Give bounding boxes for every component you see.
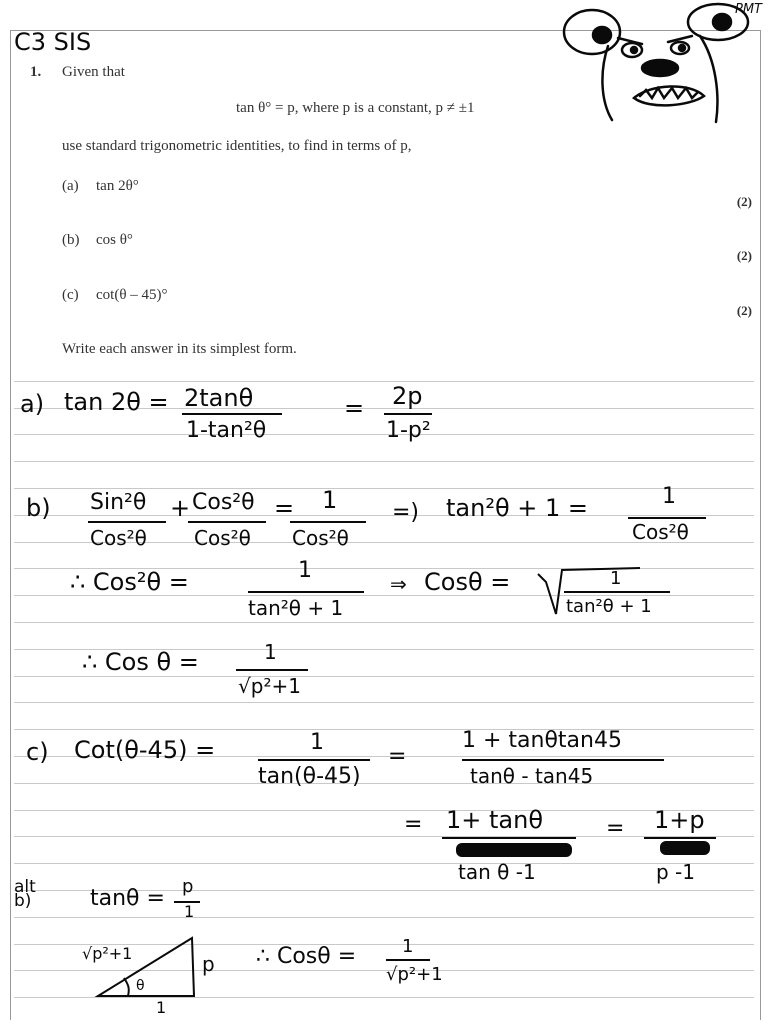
answer-alt-d1: 1: [184, 902, 195, 921]
handwritten-title: C3 SIS: [14, 28, 92, 56]
answer-b-label: b): [26, 494, 51, 522]
answer-b-line2-lhs: ∴ Cos²θ =: [70, 568, 189, 596]
answer-b-d4: Cos²θ: [632, 520, 689, 544]
answer-c-d4: p -1: [656, 860, 695, 884]
question-number: 1.: [30, 64, 42, 80]
answer-c-eq3: =: [606, 816, 625, 841]
part-b-label: (b): [62, 232, 80, 248]
answer-a-lhs: tan 2θ =: [64, 388, 169, 416]
answer-b-n2: Cos²θ: [192, 490, 255, 515]
answer-c-eq2: =: [404, 812, 423, 837]
answer-c-n4: 1+p: [654, 806, 705, 834]
part-c-expr: cot(θ – 45)°: [96, 287, 168, 303]
answer-c-d1: tan(θ-45): [258, 764, 361, 789]
answer-b-n3: 1: [322, 486, 338, 514]
answer-b-d3: Cos²θ: [292, 526, 349, 550]
triangle-opposite-label: p: [202, 952, 215, 976]
answer-a-num1: 2tanθ: [184, 384, 254, 412]
crossed-out-text: [660, 841, 710, 855]
answer-b-eq1: =: [274, 494, 295, 522]
answer-b-n5: 1: [298, 558, 312, 583]
angle-arc: [124, 978, 129, 996]
part-b-expr: cos θ°: [96, 232, 133, 248]
question-instruction: use standard trigonometric identities, to find in terms of p,: [62, 138, 412, 154]
answer-b-n7: 1: [264, 640, 277, 664]
part-c-marks: (2): [736, 303, 752, 318]
triangle-adjacent-label: 1: [156, 998, 167, 1017]
answer-alt-lhs: tanθ =: [90, 886, 165, 911]
answer-b-implies2: ⇒: [390, 572, 407, 596]
part-a-label: (a): [62, 178, 79, 194]
answer-b-d5: tan²θ + 1: [248, 596, 344, 620]
question-given: tan θ° = p, where p is a constant, p ≠ ±1: [236, 100, 475, 116]
answer-b-rhs1: tan²θ + 1 =: [446, 494, 589, 522]
answer-b-d2: Cos²θ: [194, 526, 251, 550]
answer-c-label: c): [26, 738, 49, 766]
question-closing: Write each answer in its simplest form.: [62, 341, 297, 357]
question-intro: Given that: [62, 64, 125, 80]
answer-b-line2-mid: Cosθ =: [424, 568, 511, 596]
answer-alt-therefore: ∴ Cosθ =: [256, 944, 357, 969]
answer-b-n1: Sin²θ: [90, 490, 147, 515]
answer-a-label: a): [20, 390, 45, 418]
answer-b-plus: +: [170, 494, 191, 522]
answer-alt-d2: √p²+1: [386, 964, 443, 985]
answer-c-n3: 1+ tanθ: [446, 806, 544, 834]
answer-alt-n2: 1: [402, 936, 414, 957]
answer-a-den2: 1-p²: [386, 418, 431, 443]
answer-b-d7: √p²+1: [238, 674, 301, 698]
part-a-marks: (2): [736, 194, 752, 209]
answer-a-den1: 1-tan²θ: [186, 418, 267, 443]
part-c-label: (c): [62, 287, 79, 303]
corner-tag: PMT: [735, 2, 762, 17]
answer-b-d1: Cos²θ: [90, 526, 147, 550]
answer-b-n4: 1: [662, 484, 676, 509]
answer-b-line3-lhs: ∴ Cos θ =: [82, 648, 199, 676]
part-a-expr: tan 2θ°: [96, 178, 139, 194]
crossed-out-text: [456, 843, 572, 857]
answer-c-n2: 1 + tanθtan45: [462, 728, 622, 753]
answer-a-num2: 2p: [392, 382, 423, 410]
answer-b-n6: 1: [610, 568, 622, 589]
answer-c-d2: tanθ - tan45: [470, 764, 594, 788]
answer-a-eq: =: [344, 394, 365, 422]
answer-b-implies: =): [392, 500, 420, 525]
triangle-hypotenuse-label: √p²+1: [82, 944, 133, 963]
part-b-marks: (2): [736, 248, 752, 263]
answer-c-lhs: Cot(θ-45) =: [74, 736, 216, 764]
answer-c-n1: 1: [310, 730, 324, 755]
answer-alt-n1: p: [182, 876, 194, 897]
answer-alt-label: alt b): [14, 877, 36, 911]
answer-c-d3: tan θ -1: [458, 860, 536, 884]
triangle-angle-label: θ: [136, 978, 145, 994]
answer-c-eq1: =: [388, 744, 407, 769]
answer-b-d6: tan²θ + 1: [566, 596, 652, 617]
